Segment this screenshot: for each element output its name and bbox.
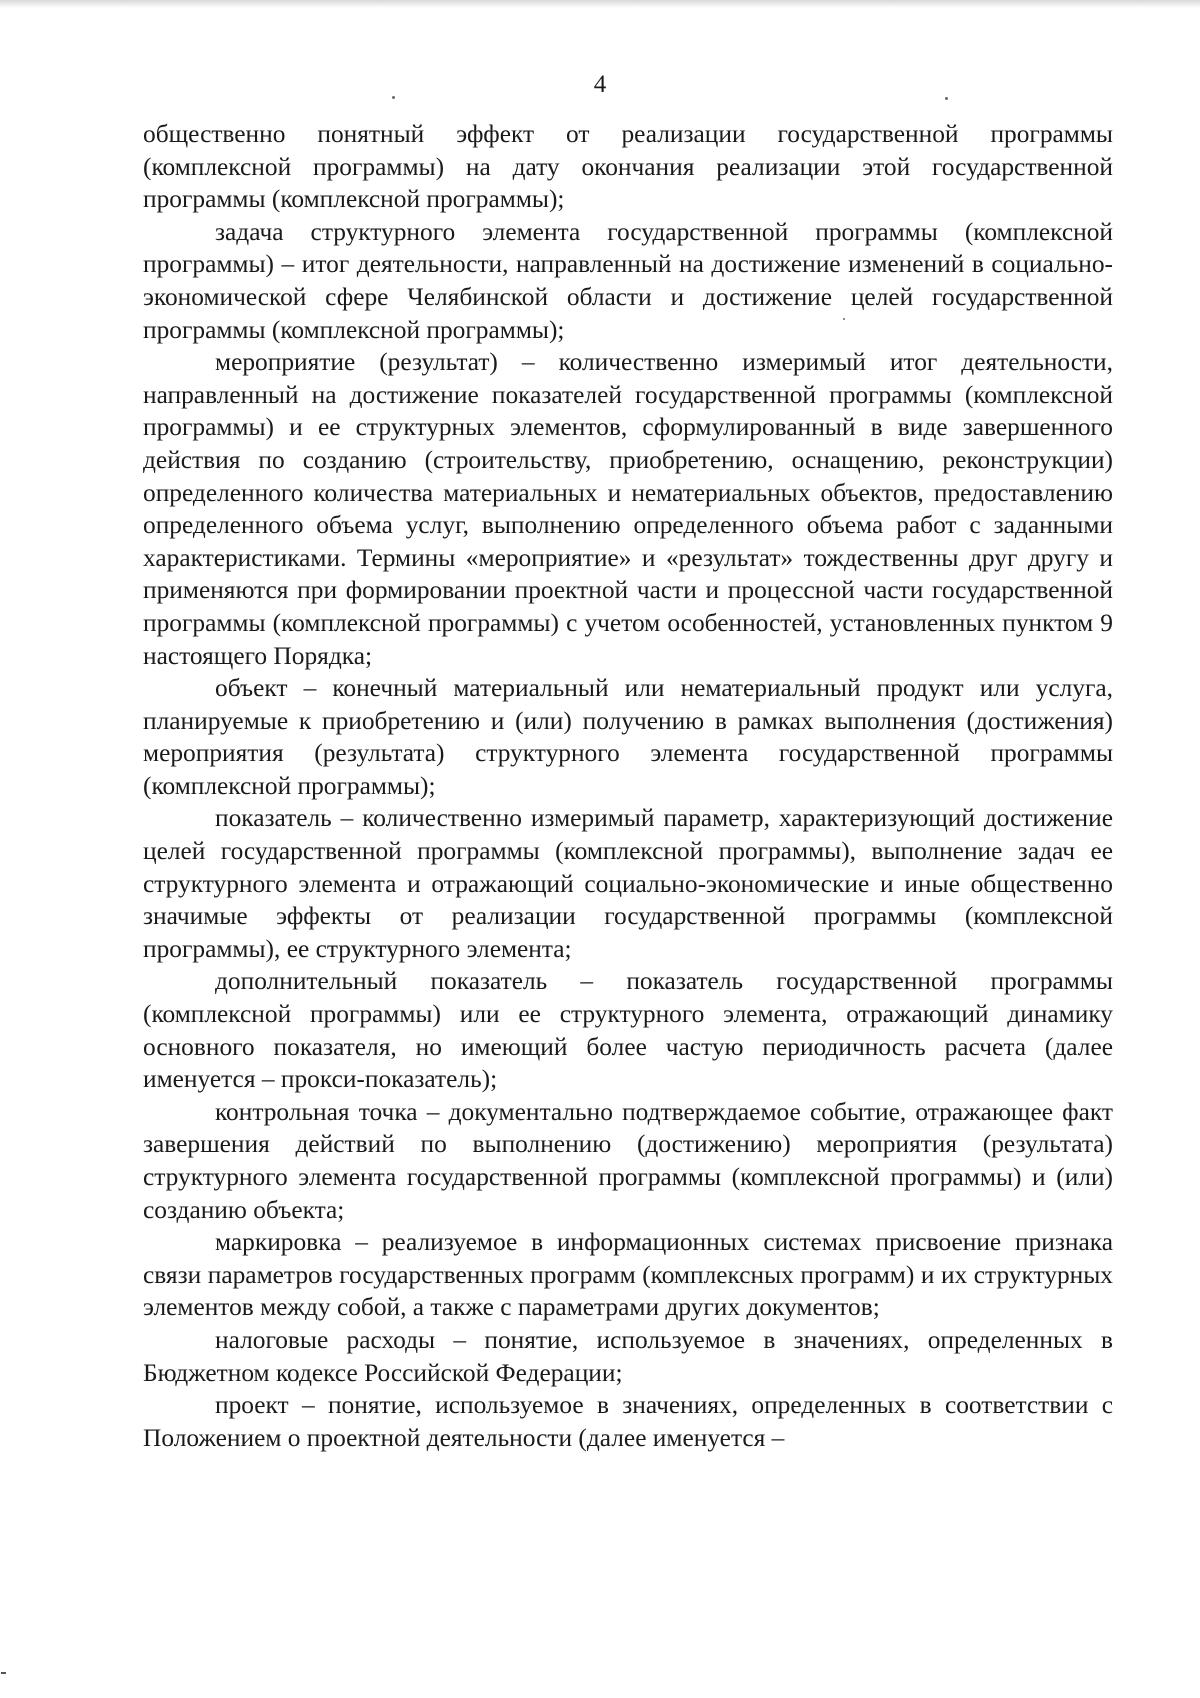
scan-speck (945, 97, 948, 100)
page-number: 4 (593, 71, 607, 98)
paragraph-definition-marking: маркировка – реализуемое в информационных системах присвоение признака связи параметров государственных программ (комплексных программ) и их структурных элементов между собой, а также с параметрами других документов; (143, 1228, 1113, 1322)
paragraph-definition-proxy-indicator: дополнительный показатель – показатель государственной программы (комплексной программы) или ее структурного элемента, отражающий динамику основного показателя, но имеющий более частую периодичность расчета (далее именуется – прокси-показатель); (143, 967, 1113, 1094)
paragraph-definition-project: проект – понятие, используемое в значениях, определенных в соответствии с Положением о проектной деятельности (далее именуется – (143, 1391, 1113, 1452)
paragraph-public-effect: общественно понятный эффект от реализации государственной программы (комплексной программы) на дату окончания реализации этой государственной программы (комплексной программы); (143, 120, 1113, 214)
scan-edge-shading (0, 0, 1200, 8)
paragraph-definition-task: задача структурного элемента государственной программы (комплексной программы) – итог деятельности, направленный на достижение изменений в социально-экономической сфере Челябинской области и достижение целей государственной программы (комплексной программы); (143, 217, 1113, 344)
scan-speck (843, 318, 845, 320)
paragraph-definition-control-point: контрольная точка – документально подтверждаемое событие, отражающее факт завершения действий по выполнению (достижению) мероприятия (результата) структурного элемента государственной программы (комплексной программы) и (или) созданию объекта; (143, 1097, 1113, 1224)
scan-margin-mark (1, 1672, 6, 1674)
paragraph-definition-object: объект – конечный материальный или нематериальный продукт или услуга, планируемые к приобретению и (или) получению в рамках выполнения (достижения) мероприятия (результата) структурного элемента государственной программы (комплексной программы); (143, 674, 1113, 800)
paragraph-definition-indicator: показатель – количественно измеримый параметр, характеризующий достижение целей государственной программы (комплексной программы), выполнение задач ее структурного элемента и отражающий социально-экономические и иные общественно значимые эффекты от реализации государственной программы (комплексной программы), ее структурного элемента; (143, 804, 1113, 963)
scan-speck (392, 96, 395, 99)
document-body (143, 118, 1113, 1454)
paragraph-definition-tax-expenses: налоговые расходы – понятие, используемое в значениях, определенных в Бюджетном кодексе Российской Федерации; (143, 1325, 1113, 1387)
paragraph-definition-measure: мероприятие (результат) – количественно измеримый итог деятельности, направленный на достижение показателей государственной программы (комплексной программы) и ее структурных элементов, сформулированный в виде завершенного действия по созданию (строительству, приобретению, оснащению, реконструкции) определенного количества материальных и нематериальных объектов, предоставлению определенного объема услуг, выполнению определенного объема работ с заданными характеристиками. Термины «мероприятие» и «результат» тождественны друг другу и применяются при формировании проектной части и процессной части государственной программы (комплексной программы) с учетом особенностей, установленных пунктом 9 настоящего Порядка; (143, 348, 1113, 670)
